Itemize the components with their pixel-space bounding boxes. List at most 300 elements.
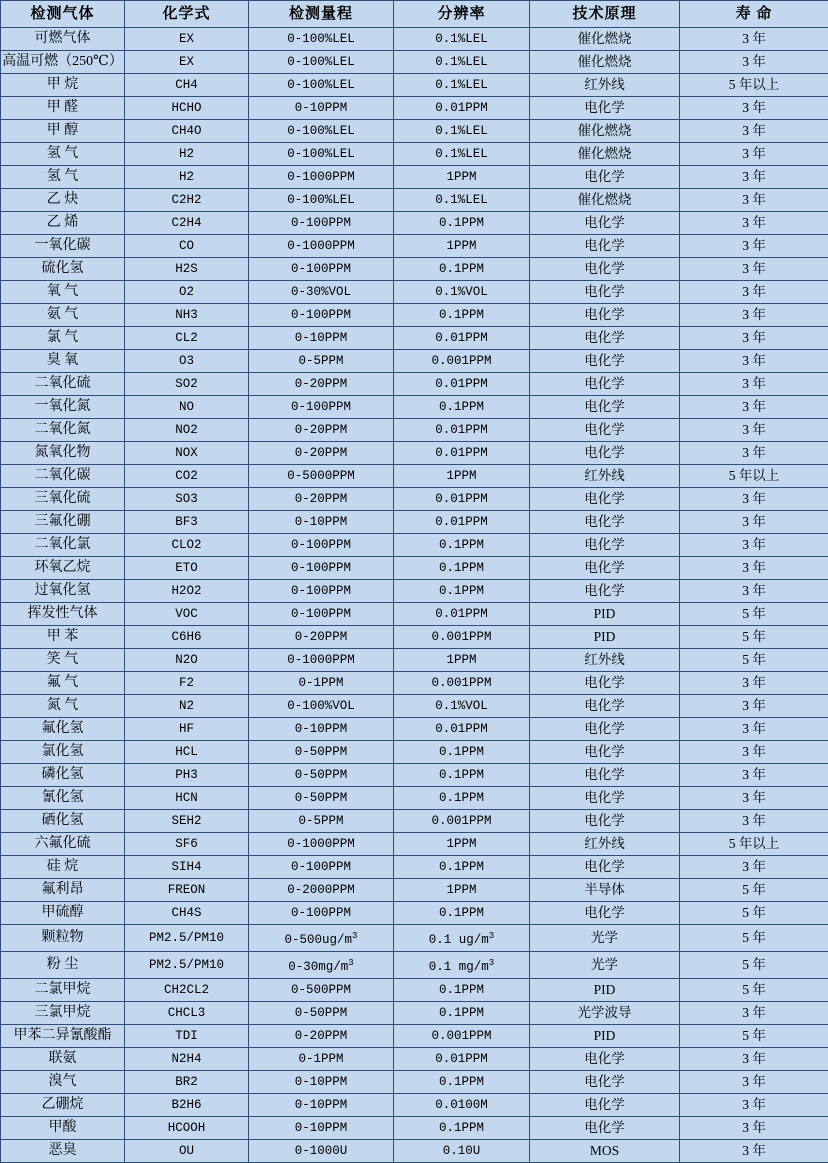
table-row bbox=[1, 787, 828, 810]
cell-lifetime: 3 年 bbox=[680, 235, 828, 258]
cell-formula: VOC bbox=[125, 603, 249, 626]
cell-gas: 乙 烯 bbox=[1, 212, 125, 235]
cell-principle: 催化燃烧 bbox=[530, 189, 680, 212]
cell-gas: 挥发性气体 bbox=[1, 603, 125, 626]
cell-lifetime: 5 年 bbox=[680, 879, 828, 902]
cell-resolution: 0.1PPM bbox=[394, 396, 530, 419]
cell-lifetime: 3 年 bbox=[680, 580, 828, 603]
cell-gas: 溴气 bbox=[1, 1071, 125, 1094]
cell-lifetime: 5 年 bbox=[680, 902, 828, 925]
header-row bbox=[1, 1, 828, 28]
table-row bbox=[1, 511, 828, 534]
cell-principle: 电化学 bbox=[530, 396, 680, 419]
cell-lifetime: 3 年 bbox=[680, 120, 828, 143]
table-row bbox=[1, 718, 828, 741]
cell-resolution: 1PPM bbox=[394, 649, 530, 672]
table-row bbox=[1, 764, 828, 787]
cell-formula: CLO2 bbox=[125, 534, 249, 557]
cell-range: 0-1PPM bbox=[249, 1048, 394, 1071]
cell-range: 0-5PPM bbox=[249, 810, 394, 833]
cell-range: 0-500PPM bbox=[249, 979, 394, 1002]
table-row bbox=[1, 902, 828, 925]
cell-principle: 电化学 bbox=[530, 902, 680, 925]
cell-principle: 红外线 bbox=[530, 465, 680, 488]
cell-range: 0-1000PPM bbox=[249, 235, 394, 258]
cell-range: $0-500ug/m^3$ bbox=[249, 925, 394, 952]
cell-range: 0-1PPM bbox=[249, 672, 394, 695]
cell-formula: SO2 bbox=[125, 373, 249, 396]
cell-principle: 催化燃烧 bbox=[530, 120, 680, 143]
cell-lifetime: 3 年 bbox=[680, 557, 828, 580]
cell-principle: 电化学 bbox=[530, 1048, 680, 1071]
cell-principle: 电化学 bbox=[530, 718, 680, 741]
cell-formula: SIH4 bbox=[125, 856, 249, 879]
cell-formula: HF bbox=[125, 718, 249, 741]
cell-principle: 电化学 bbox=[530, 327, 680, 350]
cell-formula: HCHO bbox=[125, 97, 249, 120]
cell-resolution: 0.001PPM bbox=[394, 350, 530, 373]
cell-gas: 氰化氢 bbox=[1, 787, 125, 810]
cell-range: 0-20PPM bbox=[249, 419, 394, 442]
cell-formula: TDI bbox=[125, 1025, 249, 1048]
cell-principle: 电化学 bbox=[530, 672, 680, 695]
table-row bbox=[1, 120, 828, 143]
table-row bbox=[1, 396, 828, 419]
cell-lifetime: 3 年 bbox=[680, 419, 828, 442]
table-row bbox=[1, 603, 828, 626]
cell-gas: 甲 苯 bbox=[1, 626, 125, 649]
table-row bbox=[1, 879, 828, 902]
column-header-gas: 检测气体 bbox=[1, 1, 125, 28]
cell-lifetime: 5 年 bbox=[680, 979, 828, 1002]
cell-principle: 催化燃烧 bbox=[530, 51, 680, 74]
table-row bbox=[1, 672, 828, 695]
cell-range: 0-10PPM bbox=[249, 718, 394, 741]
cell-formula: B2H6 bbox=[125, 1094, 249, 1117]
cell-range: 0-100PPM bbox=[249, 396, 394, 419]
cell-principle: 电化学 bbox=[530, 442, 680, 465]
table-row bbox=[1, 649, 828, 672]
table-row bbox=[1, 695, 828, 718]
table-row bbox=[1, 189, 828, 212]
cell-principle: 电化学 bbox=[530, 212, 680, 235]
cell-resolution: 0.1%VOL bbox=[394, 281, 530, 304]
cell-principle: PID bbox=[530, 603, 680, 626]
cell-gas: 三氧化硫 bbox=[1, 488, 125, 511]
cell-principle: 催化燃烧 bbox=[530, 28, 680, 51]
cell-gas: 一氧化碳 bbox=[1, 235, 125, 258]
cell-range: 0-5PPM bbox=[249, 350, 394, 373]
cell-gas: 三氟化硼 bbox=[1, 511, 125, 534]
table-row bbox=[1, 28, 828, 51]
cell-resolution: 0.1PPM bbox=[394, 258, 530, 281]
cell-principle: 电化学 bbox=[530, 97, 680, 120]
cell-formula: O3 bbox=[125, 350, 249, 373]
cell-range: 0-100%LEL bbox=[249, 28, 394, 51]
cell-range: 0-100%VOL bbox=[249, 695, 394, 718]
cell-principle: 红外线 bbox=[530, 649, 680, 672]
table-row bbox=[1, 1140, 828, 1163]
cell-range: 0-10PPM bbox=[249, 97, 394, 120]
cell-gas: 过氧化氢 bbox=[1, 580, 125, 603]
table-row bbox=[1, 281, 828, 304]
cell-formula: N2O bbox=[125, 649, 249, 672]
cell-gas: 六氟化硫 bbox=[1, 833, 125, 856]
cell-gas: 高温可燃（250℃） bbox=[1, 51, 125, 74]
cell-lifetime: 3 年 bbox=[680, 350, 828, 373]
cell-formula: NO bbox=[125, 396, 249, 419]
table-row bbox=[1, 534, 828, 557]
table-row bbox=[1, 51, 828, 74]
cell-gas: 臭 氧 bbox=[1, 350, 125, 373]
cell-formula: BF3 bbox=[125, 511, 249, 534]
table-row bbox=[1, 212, 828, 235]
cell-lifetime: 5 年 bbox=[680, 925, 828, 952]
cell-range: 0-10PPM bbox=[249, 327, 394, 350]
cell-range: 0-100PPM bbox=[249, 902, 394, 925]
table-row bbox=[1, 1002, 828, 1025]
cell-resolution: 0.1%LEL bbox=[394, 28, 530, 51]
cell-range: 0-30%VOL bbox=[249, 281, 394, 304]
cell-gas: 二氯甲烷 bbox=[1, 979, 125, 1002]
cell-lifetime: 3 年 bbox=[680, 373, 828, 396]
cell-gas: 硒化氢 bbox=[1, 810, 125, 833]
cell-lifetime: 3 年 bbox=[680, 97, 828, 120]
cell-formula: EX bbox=[125, 28, 249, 51]
table-row bbox=[1, 258, 828, 281]
table-row bbox=[1, 925, 828, 952]
table-body bbox=[1, 28, 828, 1163]
cell-formula: CO2 bbox=[125, 465, 249, 488]
cell-principle: 电化学 bbox=[530, 787, 680, 810]
cell-lifetime: 3 年 bbox=[680, 327, 828, 350]
table-row bbox=[1, 1071, 828, 1094]
cell-resolution: 0.1PPM bbox=[394, 534, 530, 557]
cell-formula: NOX bbox=[125, 442, 249, 465]
cell-gas: 可燃气体 bbox=[1, 28, 125, 51]
cell-principle: 电化学 bbox=[530, 534, 680, 557]
cell-lifetime: 3 年 bbox=[680, 856, 828, 879]
cell-range: 0-100PPM bbox=[249, 603, 394, 626]
cell-formula: HCOOH bbox=[125, 1117, 249, 1140]
cell-resolution: 0.1%LEL bbox=[394, 143, 530, 166]
cell-resolution: 0.1%LEL bbox=[394, 189, 530, 212]
cell-gas: 乙硼烷 bbox=[1, 1094, 125, 1117]
cell-range: 0-50PPM bbox=[249, 764, 394, 787]
cell-gas: 硫化氢 bbox=[1, 258, 125, 281]
cell-range: 0-10PPM bbox=[249, 1117, 394, 1140]
table-row bbox=[1, 1025, 828, 1048]
cell-lifetime: 3 年 bbox=[680, 281, 828, 304]
cell-principle: 电化学 bbox=[530, 350, 680, 373]
cell-gas: 二氧化氮 bbox=[1, 419, 125, 442]
cell-lifetime: 5 年 bbox=[680, 603, 828, 626]
cell-principle: 电化学 bbox=[530, 166, 680, 189]
cell-formula: H2O2 bbox=[125, 580, 249, 603]
cell-formula: CL2 bbox=[125, 327, 249, 350]
cell-lifetime: 3 年 bbox=[680, 212, 828, 235]
cell-range: 0-20PPM bbox=[249, 1025, 394, 1048]
cell-principle: 电化学 bbox=[530, 281, 680, 304]
cell-resolution: 0.0100M bbox=[394, 1094, 530, 1117]
cell-resolution: 1PPM bbox=[394, 235, 530, 258]
cell-lifetime: 3 年 bbox=[680, 764, 828, 787]
cell-lifetime: 5 年 bbox=[680, 649, 828, 672]
cell-lifetime: 3 年 bbox=[680, 1140, 828, 1163]
cell-gas: 二氧化氯 bbox=[1, 534, 125, 557]
cell-lifetime: 3 年 bbox=[680, 396, 828, 419]
cell-lifetime: 5 年以上 bbox=[680, 833, 828, 856]
cell-resolution: 0.1PPM bbox=[394, 212, 530, 235]
cell-range: 0-100PPM bbox=[249, 258, 394, 281]
cell-formula: CH2CL2 bbox=[125, 979, 249, 1002]
table-row bbox=[1, 488, 828, 511]
cell-lifetime: 3 年 bbox=[680, 442, 828, 465]
cell-resolution: 0.001PPM bbox=[394, 810, 530, 833]
cell-formula: CO bbox=[125, 235, 249, 258]
column-header-principle: 技术原理 bbox=[530, 1, 680, 28]
cell-resolution: 0.001PPM bbox=[394, 626, 530, 649]
cell-principle: PID bbox=[530, 626, 680, 649]
cell-principle: 电化学 bbox=[530, 304, 680, 327]
cell-lifetime: 3 年 bbox=[680, 488, 828, 511]
cell-formula: H2S bbox=[125, 258, 249, 281]
cell-gas: 二氧化硫 bbox=[1, 373, 125, 396]
cell-lifetime: 3 年 bbox=[680, 51, 828, 74]
cell-gas: 二氧化碳 bbox=[1, 465, 125, 488]
cell-resolution: 0.1%LEL bbox=[394, 74, 530, 97]
cell-resolution: 0.10U bbox=[394, 1140, 530, 1163]
cell-resolution: 0.1PPM bbox=[394, 1002, 530, 1025]
table-row bbox=[1, 419, 828, 442]
cell-formula: O2 bbox=[125, 281, 249, 304]
cell-gas: 氢 气 bbox=[1, 143, 125, 166]
cell-resolution: 0.01PPM bbox=[394, 1048, 530, 1071]
cell-resolution: 0.1PPM bbox=[394, 979, 530, 1002]
cell-range: 0-100%LEL bbox=[249, 143, 394, 166]
cell-range: 0-1000PPM bbox=[249, 833, 394, 856]
cell-resolution: 0.01PPM bbox=[394, 442, 530, 465]
cell-formula: SO3 bbox=[125, 488, 249, 511]
cell-principle: PID bbox=[530, 979, 680, 1002]
cell-lifetime: 3 年 bbox=[680, 1117, 828, 1140]
cell-principle: 电化学 bbox=[530, 695, 680, 718]
cell-formula: PM2.5/PM10 bbox=[125, 952, 249, 979]
cell-lifetime: 3 年 bbox=[680, 810, 828, 833]
table-row bbox=[1, 833, 828, 856]
cell-range: 0-50PPM bbox=[249, 787, 394, 810]
table-row bbox=[1, 235, 828, 258]
cell-resolution: 0.1PPM bbox=[394, 902, 530, 925]
cell-resolution: 1PPM bbox=[394, 166, 530, 189]
cell-gas: 笑 气 bbox=[1, 649, 125, 672]
cell-lifetime: 5 年 bbox=[680, 626, 828, 649]
cell-range: 0-100%LEL bbox=[249, 51, 394, 74]
table-row bbox=[1, 166, 828, 189]
cell-gas: 氟 气 bbox=[1, 672, 125, 695]
cell-range: 0-50PPM bbox=[249, 741, 394, 764]
cell-formula: N2H4 bbox=[125, 1048, 249, 1071]
cell-lifetime: 5 年以上 bbox=[680, 465, 828, 488]
cell-formula: ETO bbox=[125, 557, 249, 580]
table-row bbox=[1, 979, 828, 1002]
cell-principle: MOS bbox=[530, 1140, 680, 1163]
cell-principle: 电化学 bbox=[530, 810, 680, 833]
cell-range: 0-50PPM bbox=[249, 1002, 394, 1025]
cell-gas: 一氧化氮 bbox=[1, 396, 125, 419]
cell-resolution: 0.01PPM bbox=[394, 327, 530, 350]
cell-gas: 氮 气 bbox=[1, 695, 125, 718]
cell-range: $0-30mg/m^3$ bbox=[249, 952, 394, 979]
cell-resolution: 0.1PPM bbox=[394, 557, 530, 580]
cell-resolution: 0.01PPM bbox=[394, 718, 530, 741]
cell-resolution: 1PPM bbox=[394, 465, 530, 488]
cell-lifetime: 3 年 bbox=[680, 166, 828, 189]
cell-lifetime: 3 年 bbox=[680, 1048, 828, 1071]
cell-resolution: 0.01PPM bbox=[394, 603, 530, 626]
cell-principle: 光学波导 bbox=[530, 1002, 680, 1025]
cell-resolution: 0.1%VOL bbox=[394, 695, 530, 718]
table-row bbox=[1, 74, 828, 97]
cell-lifetime: 5 年 bbox=[680, 952, 828, 979]
cell-lifetime: 3 年 bbox=[680, 787, 828, 810]
cell-resolution: 0.1PPM bbox=[394, 741, 530, 764]
cell-lifetime: 3 年 bbox=[680, 672, 828, 695]
cell-principle: 电化学 bbox=[530, 557, 680, 580]
cell-resolution: 1PPM bbox=[394, 879, 530, 902]
cell-gas: 三氯甲烷 bbox=[1, 1002, 125, 1025]
cell-resolution: 1PPM bbox=[394, 833, 530, 856]
table-header bbox=[1, 1, 828, 28]
cell-principle: 光学 bbox=[530, 925, 680, 952]
cell-range: 0-100PPM bbox=[249, 534, 394, 557]
cell-lifetime: 5 年以上 bbox=[680, 74, 828, 97]
cell-formula: PM2.5/PM10 bbox=[125, 925, 249, 952]
cell-lifetime: 5 年 bbox=[680, 1025, 828, 1048]
cell-range: 0-5000PPM bbox=[249, 465, 394, 488]
cell-lifetime: 3 年 bbox=[680, 718, 828, 741]
cell-range: 0-10PPM bbox=[249, 1094, 394, 1117]
table-row bbox=[1, 580, 828, 603]
cell-principle: 催化燃烧 bbox=[530, 143, 680, 166]
cell-resolution: 0.01PPM bbox=[394, 97, 530, 120]
cell-range: 0-100PPM bbox=[249, 580, 394, 603]
cell-principle: 光学 bbox=[530, 952, 680, 979]
cell-principle: 红外线 bbox=[530, 74, 680, 97]
cell-formula: PH3 bbox=[125, 764, 249, 787]
cell-resolution: 0.1PPM bbox=[394, 787, 530, 810]
cell-range: 0-100PPM bbox=[249, 856, 394, 879]
cell-principle: 电化学 bbox=[530, 741, 680, 764]
cell-resolution: 0.001PPM bbox=[394, 1025, 530, 1048]
cell-resolution: 0.01PPM bbox=[394, 488, 530, 511]
cell-principle: 红外线 bbox=[530, 833, 680, 856]
cell-formula: CH4 bbox=[125, 74, 249, 97]
cell-resolution: 0.1PPM bbox=[394, 580, 530, 603]
cell-resolution: 0.1PPM bbox=[394, 764, 530, 787]
column-header-formula: 化学式 bbox=[125, 1, 249, 28]
cell-gas: 环氧乙烷 bbox=[1, 557, 125, 580]
cell-principle: 电化学 bbox=[530, 488, 680, 511]
table-row bbox=[1, 327, 828, 350]
cell-principle: 电化学 bbox=[530, 580, 680, 603]
table-row bbox=[1, 465, 828, 488]
cell-range: 0-2000PPM bbox=[249, 879, 394, 902]
cell-lifetime: 3 年 bbox=[680, 1094, 828, 1117]
cell-gas: 联氨 bbox=[1, 1048, 125, 1071]
table-row bbox=[1, 97, 828, 120]
table-row bbox=[1, 810, 828, 833]
cell-formula: HCN bbox=[125, 787, 249, 810]
cell-resolution: 0.001PPM bbox=[394, 672, 530, 695]
cell-lifetime: 3 年 bbox=[680, 1071, 828, 1094]
cell-range: 0-100PPM bbox=[249, 212, 394, 235]
cell-gas: 甲 醇 bbox=[1, 120, 125, 143]
table-row bbox=[1, 1048, 828, 1071]
cell-principle: 电化学 bbox=[530, 235, 680, 258]
table-row bbox=[1, 626, 828, 649]
cell-gas: 乙 炔 bbox=[1, 189, 125, 212]
cell-principle: 电化学 bbox=[530, 856, 680, 879]
column-header-lifetime: 寿 命 bbox=[680, 1, 828, 28]
cell-principle: PID bbox=[530, 1025, 680, 1048]
cell-range: 0-10PPM bbox=[249, 511, 394, 534]
cell-gas: 硅 烷 bbox=[1, 856, 125, 879]
cell-formula: CH4O bbox=[125, 120, 249, 143]
column-header-range: 检测量程 bbox=[249, 1, 394, 28]
cell-resolution: 0.1PPM bbox=[394, 856, 530, 879]
cell-gas: 甲苯二异氰酸酯 bbox=[1, 1025, 125, 1048]
cell-principle: 电化学 bbox=[530, 1117, 680, 1140]
cell-range: 0-100PPM bbox=[249, 304, 394, 327]
cell-lifetime: 3 年 bbox=[680, 695, 828, 718]
cell-principle: 电化学 bbox=[530, 764, 680, 787]
table-row bbox=[1, 143, 828, 166]
cell-lifetime: 3 年 bbox=[680, 258, 828, 281]
cell-lifetime: 3 年 bbox=[680, 189, 828, 212]
cell-principle: 半导体 bbox=[530, 879, 680, 902]
cell-range: 0-100%LEL bbox=[249, 120, 394, 143]
cell-formula: C6H6 bbox=[125, 626, 249, 649]
cell-resolution: 0.01PPM bbox=[394, 419, 530, 442]
cell-lifetime: 3 年 bbox=[680, 1002, 828, 1025]
cell-formula: HCL bbox=[125, 741, 249, 764]
cell-gas: 颗粒物 bbox=[1, 925, 125, 952]
cell-resolution: 0.01PPM bbox=[394, 511, 530, 534]
cell-resolution: 0.1 $mg/m^3$ bbox=[394, 952, 530, 979]
cell-gas: 甲 烷 bbox=[1, 74, 125, 97]
cell-resolution: 0.1%LEL bbox=[394, 51, 530, 74]
cell-gas: 粉 尘 bbox=[1, 952, 125, 979]
cell-formula: BR2 bbox=[125, 1071, 249, 1094]
cell-formula: NH3 bbox=[125, 304, 249, 327]
cell-gas: 甲 醛 bbox=[1, 97, 125, 120]
cell-formula: N2 bbox=[125, 695, 249, 718]
cell-formula: CHCL3 bbox=[125, 1002, 249, 1025]
cell-range: 0-100%LEL bbox=[249, 189, 394, 212]
cell-formula: F2 bbox=[125, 672, 249, 695]
cell-range: 0-1000U bbox=[249, 1140, 394, 1163]
table-row bbox=[1, 350, 828, 373]
cell-range: 0-100%LEL bbox=[249, 74, 394, 97]
cell-range: 0-1000PPM bbox=[249, 166, 394, 189]
cell-resolution: 0.1PPM bbox=[394, 1117, 530, 1140]
cell-resolution: 0.1 $ug/m^3$ bbox=[394, 925, 530, 952]
table-row bbox=[1, 1117, 828, 1140]
cell-formula: H2 bbox=[125, 166, 249, 189]
cell-range: 0-20PPM bbox=[249, 488, 394, 511]
cell-resolution: 0.1PPM bbox=[394, 1071, 530, 1094]
